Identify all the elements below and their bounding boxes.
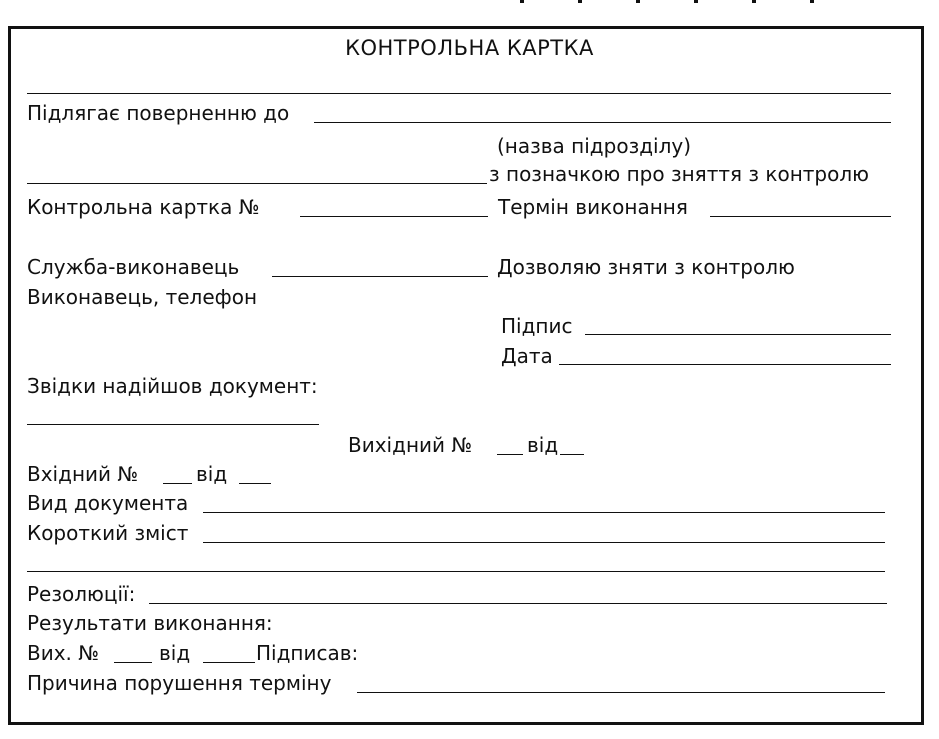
doc-type-field[interactable] [203,512,885,513]
deadline-label: Термін виконання [498,195,688,219]
title-underline[interactable] [27,93,891,94]
violation-reason-field[interactable] [357,692,885,693]
date-label: Дата [501,344,553,368]
card-number-field[interactable] [300,216,488,217]
summary-field[interactable] [203,542,885,543]
date-field[interactable] [559,364,891,365]
out-number-label: Вих. № [27,641,100,665]
service-label: Служба-виконавець [27,255,240,279]
deadline-field[interactable] [710,216,891,217]
incoming-date-field[interactable] [239,483,271,484]
out-date-field[interactable] [203,662,255,663]
card-title: КОНТРОЛЬНА КАРТКА [345,36,594,60]
signature-field[interactable] [585,334,891,335]
return-to-field[interactable] [314,122,891,123]
out-number-field[interactable] [114,662,152,663]
unit-name-field[interactable] [27,183,487,184]
card-number-label: Контрольна картка № [27,195,260,219]
violation-reason-label: Причина порушення терміну [27,671,332,695]
incoming-from-label: від [196,462,228,486]
source-field[interactable] [27,424,319,425]
executor-phone-label: Виконавець, телефон [27,285,258,309]
source-label: Звідки надійшов документ: [27,374,318,398]
incoming-number-field[interactable] [163,483,192,484]
service-field[interactable] [272,276,488,277]
summary-label: Короткий зміст [27,521,189,545]
incoming-number-label: Вхідний № [27,462,139,486]
out-from-label: від [159,641,191,665]
resolutions-label: Резолюції: [27,582,136,606]
doc-type-label: Вид документа [27,491,189,515]
removal-mark-label: з позначкою про зняття з контролю [489,162,869,186]
outgoing-number-field[interactable] [497,454,523,455]
outgoing-from-label: від [527,433,559,457]
allow-removal-label: Дозволяю зняти з контролю [497,255,795,279]
signature-label: Підпис [501,314,573,338]
outgoing-number-label: Вихідний № [348,433,473,457]
outgoing-date-field[interactable] [560,454,584,455]
unit-name-hint: (назва підрозділу) [497,134,692,158]
summary-field-line-2[interactable] [27,571,885,572]
results-label: Результати виконання: [27,611,273,635]
return-to-label: Підлягає поверненню до [27,101,290,125]
signed-label: Підписав: [256,641,359,665]
resolutions-field[interactable] [149,603,887,604]
top-edge-dashes [520,0,860,3]
